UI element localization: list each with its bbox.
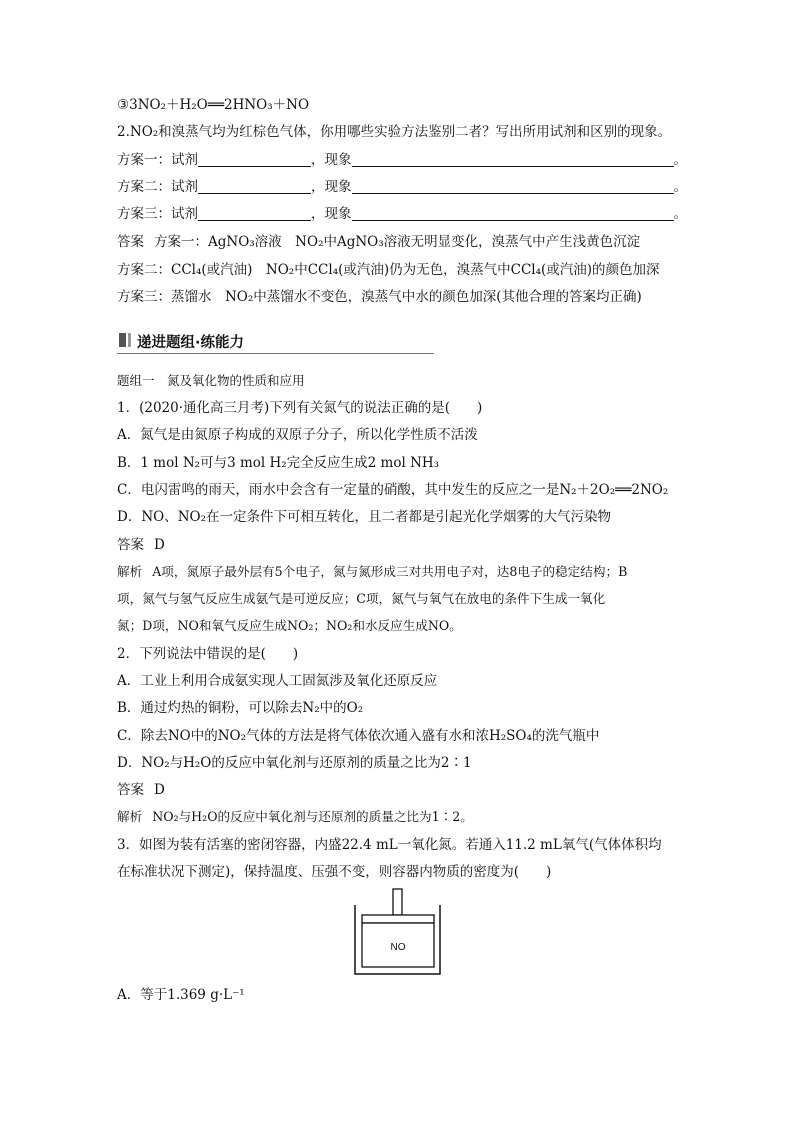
answer-text-1: 方案一：AgNO₃溶液 NO₂中AgNO₃溶液无明显变化，溴蒸气中产生浅黄色沉淀: [154, 234, 641, 250]
section-title: 递进题组·练能力: [137, 335, 245, 351]
q1-explanation-1: [117, 563, 627, 581]
answer-label: 答案: [117, 782, 144, 798]
q1-option-a: A．氮气是由氮原子构成的双原子分子，所以化学性质不活泼: [117, 427, 478, 443]
plan-3-phenomenon-blank[interactable]: [352, 206, 674, 221]
piston-container-figure: [350, 885, 446, 977]
q1-stem: 1．(2020·通化高三月考)下列有关氮气的说法正确的是( ): [117, 400, 483, 416]
q1-answer: [117, 536, 165, 554]
plan-1-row: [117, 151, 687, 169]
answer-line-3: 方案三：蒸馏水 NO₂中蒸馏水不变色，溴蒸气中水的颜色加深(其他合理的答案均正确): [117, 289, 642, 305]
q2-answer-value: D: [154, 782, 165, 798]
q1-explanation-3: 氮；D项，NO和氧气反应生成NO₂；NO₂和水反应生成NO。: [117, 618, 462, 633]
reaction-3: ③3NO₂＋H₂O══2HNO₃＋NO: [117, 97, 310, 113]
plan-2-row: [117, 178, 687, 196]
phenomenon-label: ，现象: [311, 152, 352, 168]
plan-2-label: 方案二：试剂: [117, 179, 198, 195]
q2-answer: [117, 781, 165, 799]
q3-stem-2: 在标准状况下测定)，保持温度、压强不变，则容器内物质的密度为( ): [117, 864, 552, 880]
q1-option-c: C．电闪雷鸣的雨天，雨水中会含有一定量的硝酸，其中发生的反应之一是N₂＋2O₂══2NO₂: [117, 482, 669, 498]
q2-stem: 2．下列说法中错误的是( ): [117, 646, 299, 662]
q2-explanation: [117, 808, 473, 826]
plan-1-label: 方案一：试剂: [117, 152, 198, 168]
q2-option-a: A．工业上利用合成氨实现人工固氮涉及氧化还原反应: [117, 673, 438, 689]
section-header: [117, 331, 434, 354]
plan-3-reagent-blank[interactable]: [198, 206, 311, 221]
q2-option-b: B．通过灼热的铜粉，可以除去N₂中的O₂: [117, 700, 364, 716]
piston-plate: [362, 915, 434, 923]
plan-3-label: 方案三：试剂: [117, 206, 198, 222]
phenomenon-label: ，现象: [311, 179, 352, 195]
q1-answer-value: D: [154, 537, 165, 553]
plan-3-row: [117, 205, 687, 223]
q3-option-a: A．等于1.369 g·L⁻¹: [117, 987, 245, 1003]
q3-stem-1: 3．如图为装有活塞的密闭容器，内盛22.4 mL一氧化氮。若通入11.2 mL氧气(气体体积均: [117, 837, 662, 853]
q2-explanation-text: NO₂与H₂O的反应中氧化剂与还原剂的质量之比为1∶2。: [152, 809, 473, 824]
group-title: 题组一 氮及氧化物的性质和应用: [117, 373, 305, 388]
answer-label: 答案: [117, 234, 144, 250]
plan-2-phenomenon-blank[interactable]: [352, 179, 674, 194]
answer-label: 答案: [117, 537, 144, 553]
period: 。: [673, 206, 687, 222]
plan-1-phenomenon-blank[interactable]: [352, 152, 674, 167]
section-marker-icon: [119, 333, 126, 347]
question-2-stem: 2.NO₂和溴蒸气均为红棕色气体，你用哪些实验方法鉴别二者？写出所用试剂和区别的现象。: [117, 124, 672, 140]
q2-option-d: D．NO₂与H₂O的反应中氧化剂与还原剂的质量之比为2∶1: [117, 755, 472, 771]
q1-explanation-2: 项，氮气与氢气反应生成氨气是可逆反应；C项，氮气与氧气在放电的条件下生成一氧化: [117, 591, 606, 606]
answer-line-1: [117, 233, 640, 251]
period: 。: [673, 179, 687, 195]
explanation-label: 解析: [117, 809, 143, 824]
phenomenon-label: ，现象: [311, 206, 352, 222]
plan-2-reagent-blank[interactable]: [198, 179, 311, 194]
q1-option-b: B．1 mol N₂可与3 mol H₂完全反应生成2 mol NH₃: [117, 455, 440, 471]
plan-1-reagent-blank[interactable]: [198, 152, 311, 167]
period: 。: [673, 152, 687, 168]
answer-line-2: 方案二：CCl₄(或汽油) NO₂中CCl₄(或汽油)仍为无色，溴蒸气中CCl₄(或汽油)的颜色加深: [117, 262, 660, 278]
q1-explanation-text-1: A项，氮原子最外层有5个电子，氮与氮形成三对共用电子对，达8电子的稳定结构；B: [152, 564, 628, 579]
figure-label: NO: [390, 942, 406, 953]
piston-rod: [393, 889, 402, 915]
explanation-label: 解析: [117, 564, 143, 579]
q2-option-c: C．除去NO中的NO₂气体的方法是将气体依次通入盛有水和浓H₂SO₄的洗气瓶中: [117, 728, 600, 744]
q1-option-d: D．NO、NO₂在一定条件下可相互转化，且二者都是引起光化学烟雾的大气污染物: [117, 509, 611, 525]
